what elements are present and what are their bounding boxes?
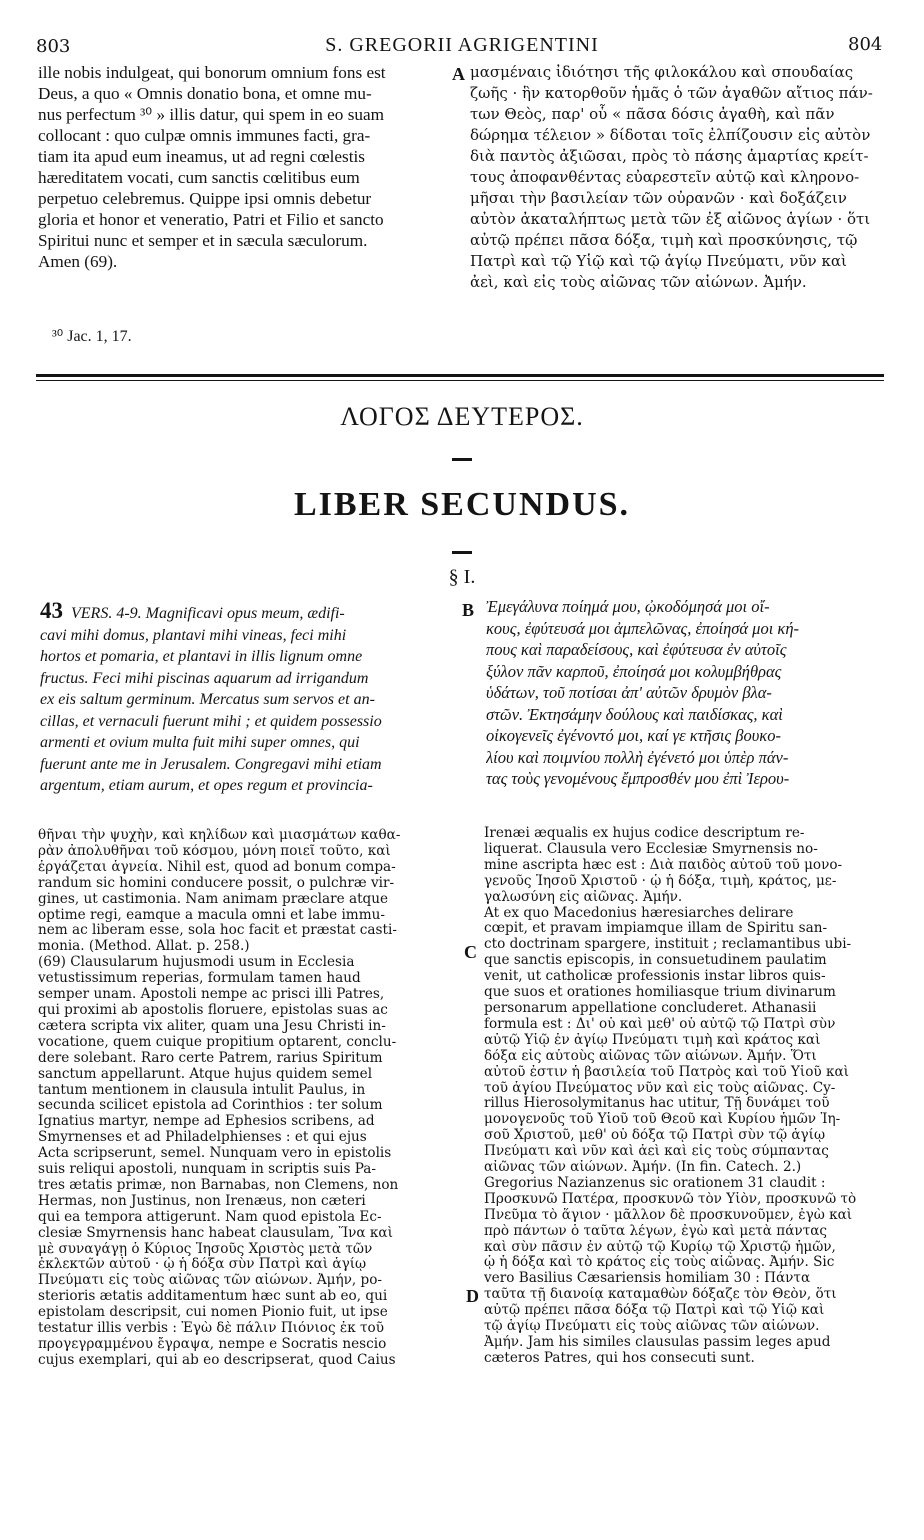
text-line: σοῦ Χριστοῦ, μεθ' οὗ δόξα τῷ Πατρὶ σὺν τῷ ἁγίῳ bbox=[484, 1128, 826, 1144]
text-line: formula est : Δι' οὗ καὶ μεθ' οὗ αὐτῷ τῷ Πατρὶ σὺν bbox=[484, 1016, 836, 1032]
text-line: clesiæ Smyrnensis hanc habeat clausulam, Ἵνα καὶ bbox=[38, 1225, 393, 1241]
text-line: Smyrnenses et ad Philadelphienses : et qui ejus bbox=[38, 1130, 367, 1146]
text-line: argentum, etiam aurum, et opes regum et provincia- bbox=[40, 777, 373, 794]
text-line: semper unam. Apostoli nempe ac prisci illi Patres, bbox=[38, 987, 385, 1003]
text-line: Irenæi æqualis ex hujus codice descriptum re- bbox=[484, 826, 805, 841]
text-line: monia. (Method. Allat. p. 258.) bbox=[38, 939, 250, 955]
text-line: μὲ συναγάγῃ ὁ Κύριος Ἰησοῦς Χριστὸς μετὰ τῶν bbox=[38, 1241, 373, 1257]
page-number-left: 803 bbox=[36, 36, 71, 57]
heading-greek: ΛΟΓΟΣ ΔΕΥΤΕΡΟΣ. bbox=[340, 402, 584, 431]
text-line: nem ac liberam esse, sola hoc facit et præstat casti- bbox=[38, 923, 397, 939]
text-line: αὐτῷ πρέπει πᾶσα δόξα τῷ Πατρὶ καὶ τῷ Υἱῷ καὶ bbox=[484, 1303, 825, 1319]
text-line: ἐργάζεται ἁγνεία. Nihil est, quod ad bonum compa- bbox=[38, 859, 396, 875]
text-line: personarum appellatione concluderet. Athanasii bbox=[484, 1000, 817, 1016]
text-line: Amen (69). bbox=[38, 252, 118, 271]
heading-divider-1 bbox=[452, 458, 472, 461]
text-line: tantum mentionem in clausula intulit Paulus, in bbox=[38, 1082, 366, 1098]
text-line: τῷ ἁγίῳ Πνεύματι εἰς τοὺς αἰῶνας τῶν αἰώνων. bbox=[484, 1319, 820, 1335]
text-line: At ex quo Macedonius hæresiarches delirare bbox=[484, 905, 794, 921]
text-line: αὐτοῦ ἐστιν ἡ βασιλεία τοῦ Πατρὸς καὶ τοῦ Υἱοῦ καὶ bbox=[484, 1064, 849, 1080]
text-line: τους ἀποφανθέντας εὐαρεστεῖν αὐτῷ καὶ κληρονο- bbox=[470, 168, 860, 186]
text-line: vetustissimum reperias, formulam tamen haud bbox=[38, 971, 361, 987]
text-line: fuerunt ante me in Jerusalem. Congregavi mihi etiam bbox=[40, 755, 382, 773]
text-line: μονογενοῦς τοῦ Υἱοῦ τοῦ Θεοῦ καὶ Κυρίου ἡμῶν Ἰη- bbox=[484, 1112, 841, 1128]
text-line: tres ætatis primæ, non Barnabas, non Clemens, non bbox=[38, 1177, 399, 1193]
notes-right-column bbox=[484, 826, 894, 1367]
text-line: γαλωσύνη εἰς αἰῶνας. Ἀμήν. bbox=[484, 889, 683, 905]
text-line: αὐτῷ πρέπει πᾶσα δόξα, τιμὴ καὶ προσκύνησις, τῷ bbox=[470, 231, 858, 249]
text-line: δόξα εἰς αὐτοὺς αἰῶνας τῶν αἰώνων. Ἀμήν. Ὅτι bbox=[484, 1048, 817, 1064]
text-line: ρὰν ἀπολυθῆναι τοῦ κόσμου, μόνη ποιεῖ τοῦτο, καὶ bbox=[38, 843, 391, 859]
text-line: Πατρὶ καὶ τῷ Υἱῷ καὶ τῷ ἁγίῳ Πνεύματι, νῦν καὶ bbox=[470, 252, 847, 270]
text-line: πους καὶ παραδείσους, καὶ ἐφύτευσα ἐν αὐτοῖς bbox=[486, 640, 787, 659]
text-line: Ἐμεγάλυνα ποίημά μου, ᾠκοδόμησά μοι οἴ- bbox=[486, 597, 770, 616]
text-line: epistolam descripsit, cui nomen Pionio fuit, ut ipse bbox=[38, 1305, 388, 1321]
text-line: Gregorius Nazianzenus sic orationem 31 claudit : bbox=[484, 1175, 826, 1191]
text-line: suis reliqui apostoli, nunquam in scriptis suis Pa- bbox=[38, 1162, 377, 1178]
text-line: διὰ παντὸς ἀξιῶσαι, πρὸς τὸ πάσης ἁμαρτίας κρείτ- bbox=[470, 147, 869, 165]
text-line: Πνεύματι εἰς τοὺς αἰῶνας τῶν αἰώνων. Ἀμήν, po- bbox=[38, 1273, 383, 1289]
column-marker-d: D bbox=[466, 1286, 479, 1306]
text-line: μῆσαι τὴν βασιλείαν τῶν οὐρανῶν · καὶ δοξάζειν bbox=[470, 189, 847, 207]
text-line: cillas, et vernaculi fuerunt mihi ; et quidem possessio bbox=[40, 712, 382, 730]
text-line: αἰῶνας τῶν αἰώνων. Ἀμήν. (In fin. Catech. 2.) bbox=[484, 1160, 802, 1176]
text-line: sanctum appellarunt. Atque hujus quidem semel bbox=[38, 1066, 373, 1082]
text-line: testatur illis verbis : Ἐγὼ δὲ πάλιν Πιόνιος ἐκ τοῦ bbox=[38, 1321, 384, 1337]
text-line: vocatione, quem cuique propitium optarent, conclu- bbox=[38, 1034, 397, 1050]
text-line: dere solebant. Raro certe Patrem, rarius Spiritum bbox=[38, 1050, 383, 1066]
text-line: cto doctrinam spargere, instituit ; reclamantibus ubi- bbox=[484, 937, 852, 953]
text-line: rillus Hierosolymitanus hac utitur, Τῇ δυνάμει τοῦ bbox=[484, 1096, 830, 1112]
text-line: κους, ἐφύτευσά μοι ἀμπελῶνας, ἐποίησά μοι κή- bbox=[486, 618, 800, 638]
text-line: γενοῦς Ἰησοῦ Χριστοῦ · ᾧ ἡ δόξα, τιμὴ, κράτος, με- bbox=[484, 873, 837, 889]
text-line: καὶ σὺν πᾶσιν ἐν αὐτῷ τῷ Κυρίῳ τῷ Χριστῷ ἡμῶν, bbox=[484, 1239, 836, 1255]
section-mark: § I. bbox=[448, 566, 476, 588]
text-line: que suos et orationes homiliasque trium divinarum bbox=[484, 985, 836, 1001]
text-line: θῆναι τὴν ψυχὴν, καὶ κηλίδων καὶ μιασμάτων καθα- bbox=[38, 828, 401, 843]
text-line: randum sic homini conducere possit, o pulchræ vir- bbox=[38, 875, 395, 891]
text-line: liquerat. Clausula vero Ecclesiæ Smyrnensis no- bbox=[484, 841, 818, 857]
text-line: ille nobis indulgeat, qui bonorum omnium fons est bbox=[38, 63, 386, 82]
text-line: ἐκλεκτῶν αὐτοῦ · ᾧ ἡ δόξα σὺν Πατρὶ καὶ ἁγίῳ bbox=[38, 1257, 367, 1273]
text-line: (69) Clausularum hujusmodi usum in Ecclesia bbox=[38, 955, 355, 971]
running-title: S. GREGORII AGRIGENTINI bbox=[325, 34, 599, 56]
horizontal-rule-thin bbox=[36, 380, 884, 381]
text-line: Deus, a quo « Omnis donatio bona, et omne mu- bbox=[38, 84, 372, 103]
text-line: armenti et ovium multa fuit mihi super omnes, qui bbox=[40, 734, 360, 751]
text-line: cœpit, et pravam impiamque illam de Spiritu san- bbox=[484, 921, 828, 937]
text-line: sterioris ætatis additamentum hæc sunt ab eo, qui bbox=[38, 1289, 388, 1305]
text-line: αὐτῷ Υἱῷ ἐν ἁγίῳ Πνεύματι τιμὴ καὶ κράτος καὶ bbox=[484, 1032, 821, 1048]
text-line: cætera scripta vix aliter, quam una Jesu Christi in- bbox=[38, 1018, 386, 1034]
text-line: Πνεύματι καὶ νῦν καὶ ἀεὶ καὶ εἰς τοὺς σύμπαντας bbox=[484, 1144, 829, 1160]
verse-greek-column bbox=[486, 596, 884, 790]
text-line: qui proximi ab apostolis floruere, epistolas suas ac bbox=[38, 1002, 388, 1018]
text-line: Spiritui nunc et semper et in sæcula sæculorum. bbox=[38, 231, 368, 250]
text-line: τοῦ ἁγίου Πνεύματος νῦν καὶ εἰς τοὺς αἰῶνας. Cy- bbox=[484, 1080, 836, 1096]
horizontal-rule-thick bbox=[36, 374, 884, 377]
page-number-right: 804 bbox=[848, 34, 883, 55]
text-line: προγεγραμμένου ἔγραψα, nempe e Socratis nescio bbox=[38, 1337, 387, 1352]
text-line: cavi mihi domus, plantavi mihi vineas, feci mihi bbox=[40, 626, 347, 644]
text-line: cæteros Patres, qui hos consecuti sunt. bbox=[484, 1350, 755, 1366]
text-line: perpetuo celebremus. Quippe ipsi omnis debetur bbox=[38, 189, 372, 208]
text-line: Προσκυνῶ Πατέρα, προσκυνῶ τὸν Υἱὸν, προσκυνῶ τὸ bbox=[484, 1191, 857, 1207]
verse-latin-column bbox=[40, 600, 452, 797]
text-line: secunda scilicet epistola ad Corinthios : ter solum bbox=[38, 1098, 383, 1114]
heading-latin: LIBER SECUNDUS. bbox=[293, 486, 631, 523]
text-line: αὐτὸν ἀκαταλήπτως μετὰ τῶν ἐξ αἰῶνος ἁγίων · ὅτι bbox=[470, 210, 871, 228]
text-line: ex eis saltum germinum. Mercatus sum servos et an- bbox=[40, 691, 375, 708]
text-line: Hermas, non Justinus, non Irenæus, non cæteri bbox=[38, 1193, 366, 1209]
heading-divider-2 bbox=[452, 551, 472, 554]
text-line: que sanctis episcopis, in consuetudinem paulatim bbox=[484, 953, 827, 969]
notes-left-column bbox=[38, 828, 458, 1369]
text-line: hortos et pomaria, et plantavi in illis lignum omne bbox=[40, 648, 363, 665]
text-line: vero Basilius Cæsariensis homiliam 30 : Πάντα bbox=[484, 1271, 811, 1287]
text-line: ξύλον πᾶν καρποῦ, ἐποίησά μοι κολυμβήθρας bbox=[486, 661, 782, 681]
text-line: Ignatius martyr, nempe ad Ephesios scribens, ad bbox=[38, 1114, 375, 1130]
text-line: ταῦτα τῇ διανοίᾳ καταμαθὼν δόξαζε τὸν Θεὸν, ὅτι bbox=[484, 1287, 837, 1303]
text-line: ὑδάτων, τοῦ ποτίσαι ἀπ' αὐτῶν δρυμὸν βλα- bbox=[486, 683, 772, 702]
text-line: μασμέναις ἰδιότησι τῆς φιλοκάλου καὶ σπουδαίας bbox=[470, 63, 854, 81]
text-line: cujus exemplari, qui ab eo descripserat, quod Caius bbox=[38, 1352, 396, 1368]
top-footnote: ³⁰ Jac. 1, 17. bbox=[52, 328, 132, 345]
text-line: collocant : quo culpæ omnis immunes facti, gra- bbox=[38, 126, 371, 145]
text-line: Acta scripserunt, semel. Nunquam vero in epistolis bbox=[38, 1146, 392, 1162]
text-line: hæreditatem vocati, cum sanctis cœlitibus eum bbox=[38, 168, 360, 187]
text-line: mine ascripta hæc est : Διὰ παιδὸς αὐτοῦ τοῦ μονο- bbox=[484, 857, 843, 873]
column-marker-b: B bbox=[462, 600, 475, 620]
verse-number: 43 bbox=[40, 600, 63, 623]
text-line: qui ea tempora attigerunt. Nam quod epistola Ec- bbox=[38, 1209, 382, 1225]
text-line: οἰκογενεῖς ἐγένοντό μοι, καί γε κτῆσις βουκο- bbox=[486, 726, 781, 745]
text-line: gines, ut castimonia. Nam animam præclare atque bbox=[38, 891, 389, 907]
text-line: Ἀμήν. Jam his similes clausulas passim leges apud bbox=[484, 1335, 831, 1350]
text-line: ζωῆς · ἣν κατορθοῦν ἡμᾶς ὁ τῶν ἀγαθῶν αἴτιος πάν- bbox=[470, 84, 873, 102]
text-line: λίου καὶ ποιμνίου πολλὴ ἐγένετό μοι ὑπὲρ πάν- bbox=[486, 747, 789, 767]
text-line: στῶν. Ἐκτησάμην δούλους καὶ παιδίσκας, καὶ bbox=[486, 704, 783, 724]
text-line bbox=[40, 600, 452, 625]
text-line: gloria et honor et veneratio, Patri et Filio et sancto bbox=[38, 210, 384, 229]
top-latin-column bbox=[38, 62, 448, 272]
text-line: ᾧ ἡ δόξα καὶ τὸ κράτος εἰς τοὺς αἰῶνας. Ἀμήν. Sic bbox=[484, 1255, 835, 1271]
column-marker-a: A bbox=[452, 64, 465, 84]
verse-text: VERS. 4-9. Magnificavi opus meum, ædifi- bbox=[71, 605, 345, 622]
text-line: nus perfectum ³⁰ » illis datur, qui spem in eo suam bbox=[38, 105, 384, 124]
text-line: ἀεὶ, καὶ εἰς τοὺς αἰῶνας τῶν αἰώνων. Ἀμήν. bbox=[470, 273, 807, 291]
text-line: optime regi, eamque a macula omni et labe immu- bbox=[38, 907, 385, 923]
text-line: τας τοὺς γενομένους ἔμπροσθέν μου ἐπὶ Ἰερου- bbox=[486, 769, 790, 788]
text-line: venit, ut catholicæ professionis instar libros quis- bbox=[484, 969, 826, 985]
text-line: των Θεὸς, παρ' οὗ « πᾶσα δόσις ἀγαθὴ, καὶ πᾶν bbox=[470, 105, 835, 123]
text-line: πρὸ πάντων ὁ ταῦτα λέγων, ἐγὼ καὶ μετὰ πάντας bbox=[484, 1223, 828, 1239]
top-greek-column bbox=[470, 62, 882, 293]
column-marker-c: C bbox=[464, 942, 477, 962]
text-line: Πνεῦμα τὸ ἅγιον · μᾶλλον δὲ προσκυνοῦμεν, ἐγὼ καὶ bbox=[484, 1207, 853, 1223]
text-line: fructus. Feci mihi piscinas aquarum ad irrigandum bbox=[40, 669, 369, 687]
text-line: δώρημα τέλειον » δίδοται τοῖς ἐλπίζουσιν εἰς αὐτὸν bbox=[470, 126, 871, 144]
text-line: tiam ita apud eum ineamus, ut ad regni cœlestis bbox=[38, 147, 365, 166]
